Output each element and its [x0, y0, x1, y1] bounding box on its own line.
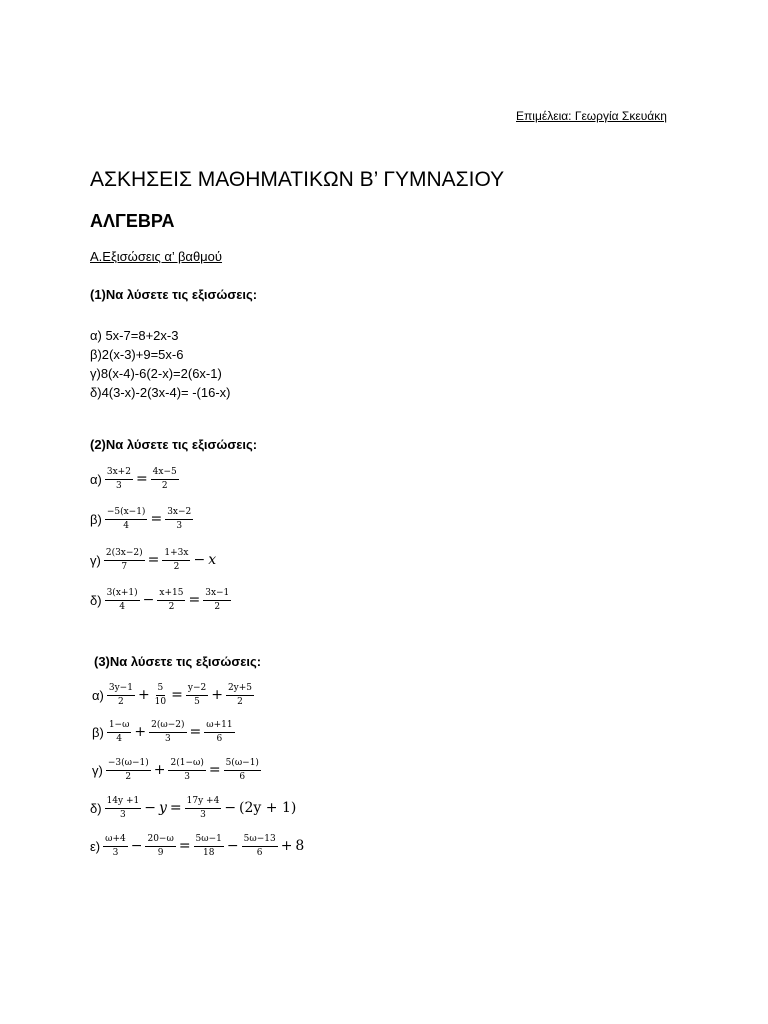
- operator: +: [280, 838, 293, 854]
- page-subtitle: ΑΛΓΕΒΡΑ: [90, 211, 175, 231]
- fraction-denominator: 6: [239, 771, 246, 782]
- fraction-denominator: 3: [112, 847, 119, 858]
- equation-label: α): [92, 687, 104, 703]
- exercise-3-item-b: [92, 716, 236, 748]
- fraction: [106, 758, 151, 783]
- exercise-2-item-a: [90, 463, 180, 495]
- exercise-3-item-c: [92, 754, 262, 786]
- fraction-numerator: 1−ω: [107, 720, 132, 733]
- operator: =: [150, 511, 163, 527]
- fraction-denominator: 3: [164, 733, 171, 744]
- fraction-numerator: 1+3x: [162, 548, 190, 561]
- fraction: [165, 507, 193, 532]
- exercise-2-item-c: [90, 544, 217, 576]
- equation-label: γ): [92, 762, 103, 778]
- operator: =: [171, 687, 183, 703]
- fraction-denominator: 6: [216, 733, 223, 744]
- fraction: [145, 834, 175, 859]
- fraction: [105, 467, 133, 492]
- operator: =: [178, 838, 191, 854]
- math-term: x: [208, 552, 217, 568]
- fraction-denominator: 4: [119, 601, 125, 612]
- fraction-denominator: 2: [161, 480, 168, 491]
- fraction-denominator: 3: [184, 771, 191, 782]
- fraction-numerator: y−2: [186, 683, 208, 696]
- operator: =: [169, 800, 182, 816]
- exercise-3-item-a: [92, 679, 255, 711]
- equation-label: δ): [90, 592, 102, 608]
- fraction-numerator: 2(ω−2): [149, 720, 186, 733]
- fraction: [153, 683, 168, 708]
- operator: −: [226, 838, 239, 854]
- fraction: [162, 548, 190, 573]
- fraction-denominator: 7: [121, 561, 128, 572]
- fraction-denominator: 2: [118, 696, 124, 707]
- fraction-denominator: 4: [116, 733, 122, 744]
- exercise-2-item-d: [90, 584, 232, 616]
- fraction: [107, 720, 132, 745]
- operator: +: [137, 687, 150, 703]
- fraction: [194, 834, 224, 859]
- fraction: [185, 796, 222, 821]
- fraction: [226, 683, 254, 708]
- fraction-denominator: 3: [200, 809, 206, 820]
- equation-label: β): [90, 511, 102, 527]
- exercise-1-item-c: γ)8(x-4)-6(2-x)=2(6x-1): [90, 366, 222, 381]
- exercise-3-title: (3)Να λύσετε τις εξισώσεις:: [94, 654, 262, 669]
- fraction: [204, 720, 234, 745]
- fraction-numerator: 3y−1: [107, 683, 135, 696]
- fraction-denominator: 3: [116, 480, 122, 491]
- fraction-numerator: 3x−1: [203, 588, 231, 601]
- equation-label: δ): [90, 800, 102, 816]
- fraction: [105, 796, 142, 821]
- equation-label: β): [92, 724, 104, 740]
- fraction: [224, 758, 261, 783]
- fraction: [203, 588, 231, 613]
- fraction-denominator: 9: [157, 847, 164, 858]
- fraction-numerator: 17y +4: [185, 796, 222, 809]
- fraction-denominator: 2: [173, 561, 180, 572]
- operator: =: [135, 471, 148, 487]
- fraction-numerator: ω+11: [204, 720, 234, 733]
- fraction-numerator: 2(3x−2): [104, 548, 145, 561]
- equation-label: ε): [90, 838, 101, 854]
- operator: =: [189, 724, 202, 740]
- fraction-numerator: ω+4: [103, 834, 128, 847]
- exercise-1-item-a: α) 5x-7=8+2x-3: [90, 328, 179, 343]
- operator: =: [208, 762, 221, 778]
- operator: =: [147, 552, 160, 568]
- fraction-denominator: 6: [256, 847, 263, 858]
- fraction-numerator: 2y+5: [226, 683, 254, 696]
- fraction: [107, 683, 135, 708]
- exercise-1-item-b: β)2(x-3)+9=5x-6: [90, 347, 184, 362]
- fraction-numerator: 5ω−13: [242, 834, 278, 847]
- math-term: 8: [295, 838, 305, 854]
- fraction-denominator: 2: [125, 771, 132, 782]
- fraction: [105, 588, 140, 613]
- exercise-2-title: (2)Να λύσετε τις εξισώσεις:: [90, 437, 258, 452]
- fraction-denominator: 10: [154, 696, 167, 707]
- fraction-denominator: 4: [123, 520, 129, 531]
- fraction-numerator: 5(ω−1): [224, 758, 261, 771]
- fraction-denominator: 2: [214, 601, 221, 612]
- fraction-denominator: 3: [176, 520, 183, 531]
- fraction-denominator: 3: [120, 809, 126, 820]
- fraction-numerator: 3x+2: [105, 467, 133, 480]
- operator: −: [144, 800, 156, 816]
- exercise-3-item-e: [90, 830, 305, 862]
- fraction-numerator: 3(x+1): [105, 588, 140, 601]
- fraction: [168, 758, 205, 783]
- operator: −: [224, 800, 237, 816]
- fraction-denominator: 2: [168, 601, 175, 612]
- fraction: [105, 507, 148, 532]
- fraction-numerator: 4x−5: [151, 467, 179, 480]
- operator: +: [153, 762, 166, 778]
- fraction-numerator: −3(ω−1): [106, 758, 151, 771]
- exercise-3-item-d: [90, 792, 297, 824]
- fraction: [104, 548, 145, 573]
- math-term: (2y + 1): [239, 800, 297, 816]
- fraction-numerator: x+15: [157, 588, 185, 601]
- operator: +: [134, 724, 147, 740]
- page-title: ΑΣΚΗΣΕΙΣ ΜΑΘΗΜΑΤΙΚΩΝ Β’ ΓΥΜΝΑΣΙΟΥ: [90, 168, 505, 191]
- fraction-denominator: 2: [237, 696, 243, 707]
- fraction-denominator: 5: [194, 696, 200, 707]
- operator: −: [142, 592, 155, 608]
- operator: −: [193, 552, 206, 568]
- fraction-numerator: 5ω−1: [194, 834, 224, 847]
- fraction-denominator: 18: [202, 847, 215, 858]
- fraction-numerator: 5: [156, 683, 166, 696]
- fraction: [149, 720, 186, 745]
- exercise-1-item-d: δ)4(3-x)-2(3x-4)= -(16-x): [90, 385, 231, 400]
- operator: −: [130, 838, 143, 854]
- math-term: y: [158, 800, 167, 816]
- section-heading: Α.Εξισώσεις α’ βαθμού: [90, 249, 223, 264]
- fraction: [157, 588, 185, 613]
- equation-label: α): [90, 471, 102, 487]
- fraction-numerator: 2(1−ω): [168, 758, 205, 771]
- equation-label: γ): [90, 552, 101, 568]
- exercise-1-list: [90, 326, 231, 402]
- fraction-numerator: −5(x−1): [105, 507, 148, 520]
- editor-credit: Επιμέλεια: Γεωργία Σκευάκη: [516, 109, 667, 123]
- operator: +: [211, 687, 223, 703]
- operator: =: [188, 592, 201, 608]
- fraction: [151, 467, 179, 492]
- fraction-numerator: 3x−2: [165, 507, 193, 520]
- fraction-numerator: 14y +1: [105, 796, 142, 809]
- exercise-2-item-b: [90, 503, 194, 535]
- fraction: [186, 683, 208, 708]
- fraction-numerator: 20−ω: [145, 834, 175, 847]
- fraction: [242, 834, 278, 859]
- exercise-1-title: (1)Να λύσετε τις εξισώσεις:: [90, 287, 258, 302]
- fraction: [103, 834, 128, 859]
